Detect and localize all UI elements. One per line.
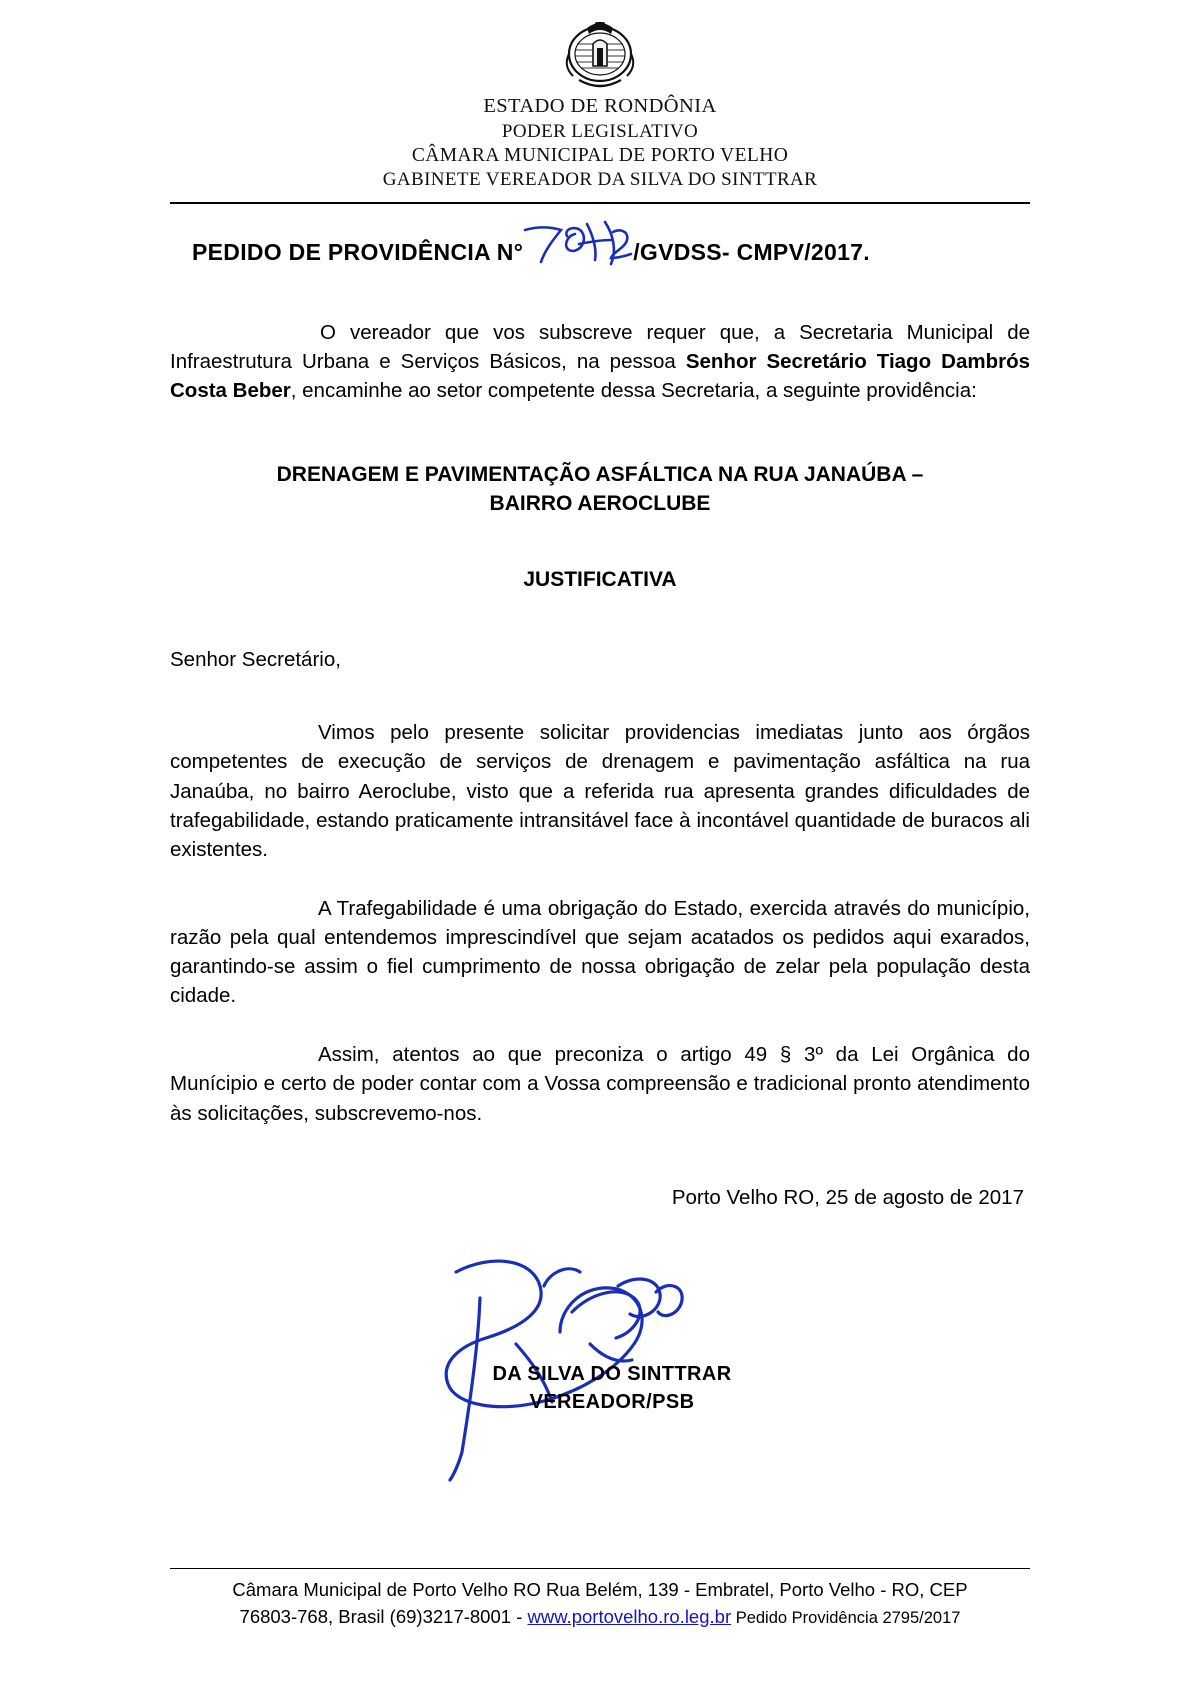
document-number-line [170, 230, 1030, 266]
signature-block [170, 1252, 1030, 1482]
footer-phone: 76803-768, Brasil (69)3217-8001 - [239, 1606, 528, 1628]
document-footer [170, 1568, 1030, 1631]
footer-reference: Pedido Providência 2795/2017 [731, 1609, 961, 1628]
footer-website-link[interactable]: www.portovelho.ro.leg.br [527, 1606, 732, 1628]
subject-heading [170, 460, 1030, 519]
document-number-prefix: PEDIDO DE PROVIDÊNCIA N° [192, 239, 524, 266]
header-line-chamber: CÂMARA MUNICIPAL DE PORTO VELHO [411, 144, 789, 166]
footer-address: Câmara Municipal de Porto Velho RO Rua Belém, 139 - Embratel, Porto Velho - RO, CEP [232, 1579, 968, 1601]
footer-contact-line [170, 1604, 1030, 1631]
header-line-cabinet: GABINETE VEREADOR DA SILVA DO SINTTRAR [382, 169, 818, 191]
header-line-state: ESTADO DE RONDÔNIA [483, 95, 717, 117]
document-header [170, 0, 1030, 204]
header-divider [170, 202, 1030, 204]
date-line: Porto Velho RO, 25 de agosto de 2017 [671, 1185, 1024, 1209]
intro-bold-name: Senhor Secretário Tiago Dambrós Costa Beber [170, 350, 1030, 403]
justificativa-heading: JUSTIFICATIVA [523, 568, 677, 592]
intro-part-1: O vereador que vos subscreve requer que, a Secretaria Municipal de Infraestrutura Urbana e Serviços Básicos, na pessoa [170, 321, 1030, 374]
signature-name: DA SILVA DO SINTTRAR [492, 1362, 732, 1385]
subject-line-1: DRENAGEM E PAVIMENTAÇÃO ASFÁLTICA NA RUA JANAÚBA – [276, 462, 924, 486]
document-number-suffix: /GVDSS- CMPV/2017. [633, 239, 870, 266]
handwritten-number-icon [523, 230, 633, 260]
salutation: Senhor Secretário, [170, 648, 341, 672]
paragraph-3: Assim, atentos ao que preconiza o artigo 49 § 3º da Lei Orgânica do Munícipio e certo de poder contar com a Vossa compreensão e tradicional pronto atendimento às solicitações, subscrevemo-nos. [170, 1043, 1030, 1125]
paragraph-2: A Trafegabilidade é uma obrigação do Estado, exercida através do município, razão pela qual entendemos imprescindível que sejam acatados os pedidos aqui exarados, garantindo-se assim o fiel cumprimento de nossa obrigação de zelar pela população desta cidade. [170, 896, 1030, 1008]
paragraph-1: Vimos pelo presente solicitar providencias imediatas junto aos órgãos competentes de execução de serviços de drenagem e pavimentação asfáltica na rua Janaúba, no bairro Aeroclube, visto que a referida rua apresenta grandes dificuldades de trafegabilidade, estando praticamente intransitável face à incontável quantidade de buracos ali existentes. [170, 721, 1030, 861]
header-line-power: PODER LEGISLATIVO [501, 120, 699, 142]
subject-line-2: BAIRRO AEROCLUBE [489, 491, 711, 515]
signature-role: VEREADOR/PSB [529, 1391, 695, 1414]
intro-paragraph [170, 318, 1030, 405]
footer-divider [170, 1568, 1030, 1569]
intro-part-2: , encaminhe ao setor competente dessa Secretaria, a seguinte providência: [290, 379, 977, 403]
coat-of-arms-icon [557, 14, 643, 92]
